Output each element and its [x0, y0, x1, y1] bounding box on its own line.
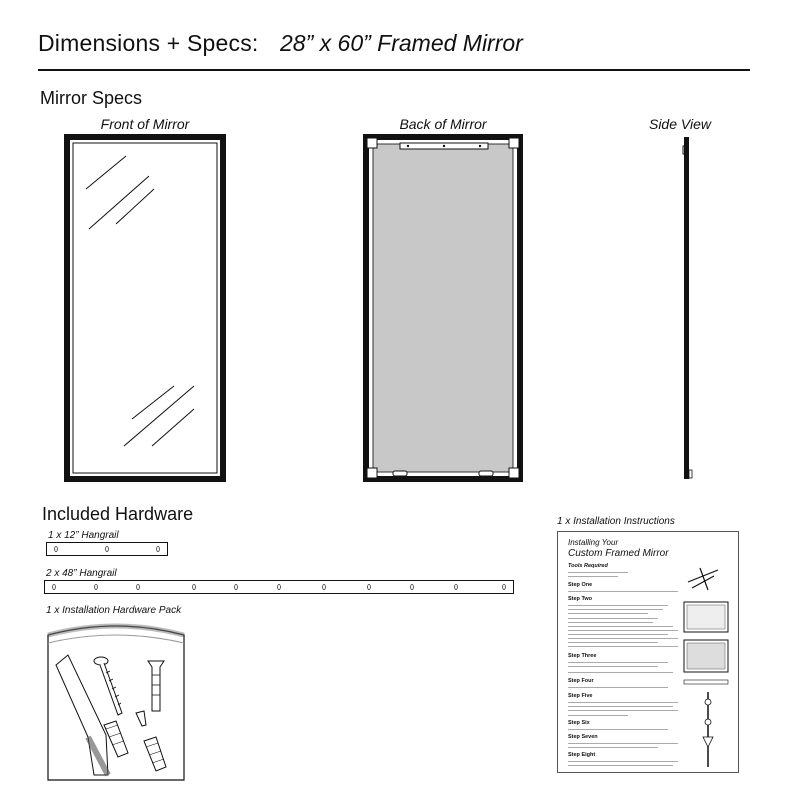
mirror-specs-heading: Mirror Specs [40, 88, 143, 108]
page-subtitle: 28” x 60” Framed Mirror [280, 30, 523, 56]
hardware-pack-drawing [46, 625, 186, 780]
hangrail-48-label: 2 x 48” Hangrail [46, 568, 117, 579]
hardware-pack-label: 1 x Installation Hardware Pack [46, 605, 182, 616]
hangrail-12-drawing [46, 542, 168, 556]
side-label: Side View [648, 116, 711, 132]
instructions-step: Step One [568, 582, 593, 588]
instructions-step: Step Two [568, 596, 593, 602]
instructions-label: 1 x Installation Instructions [557, 516, 675, 527]
header-divider [38, 69, 750, 71]
instructions-step: Step Six [568, 720, 590, 726]
hardware-heading: Included Hardware [42, 504, 194, 524]
back-mirror-drawing [363, 134, 523, 482]
instructions-step: Step Eight [568, 752, 596, 758]
instructions-step: Step Three [568, 653, 597, 659]
instructions-tools: Tools Required [568, 563, 608, 569]
instructions-line1: Installing Your [568, 538, 619, 547]
front-label: Front of Mirror [100, 116, 190, 132]
instructions-step: Step Five [568, 693, 593, 699]
instructions-step: Step Seven [568, 734, 598, 740]
instructions-sheet [557, 531, 739, 773]
front-mirror-drawing [64, 134, 226, 482]
instructions-step: Step Four [568, 678, 594, 684]
page-title: Dimensions + Specs: [38, 30, 259, 56]
instructions-line2: Custom Framed Mirror [568, 548, 669, 559]
hangrail-12-label: 1 x 12” Hangrail [48, 530, 119, 541]
back-label: Back of Mirror [399, 116, 487, 132]
side-view-drawing [680, 134, 700, 482]
instructions-illustrations [678, 562, 733, 767]
hangrail-48-drawing [44, 580, 514, 594]
